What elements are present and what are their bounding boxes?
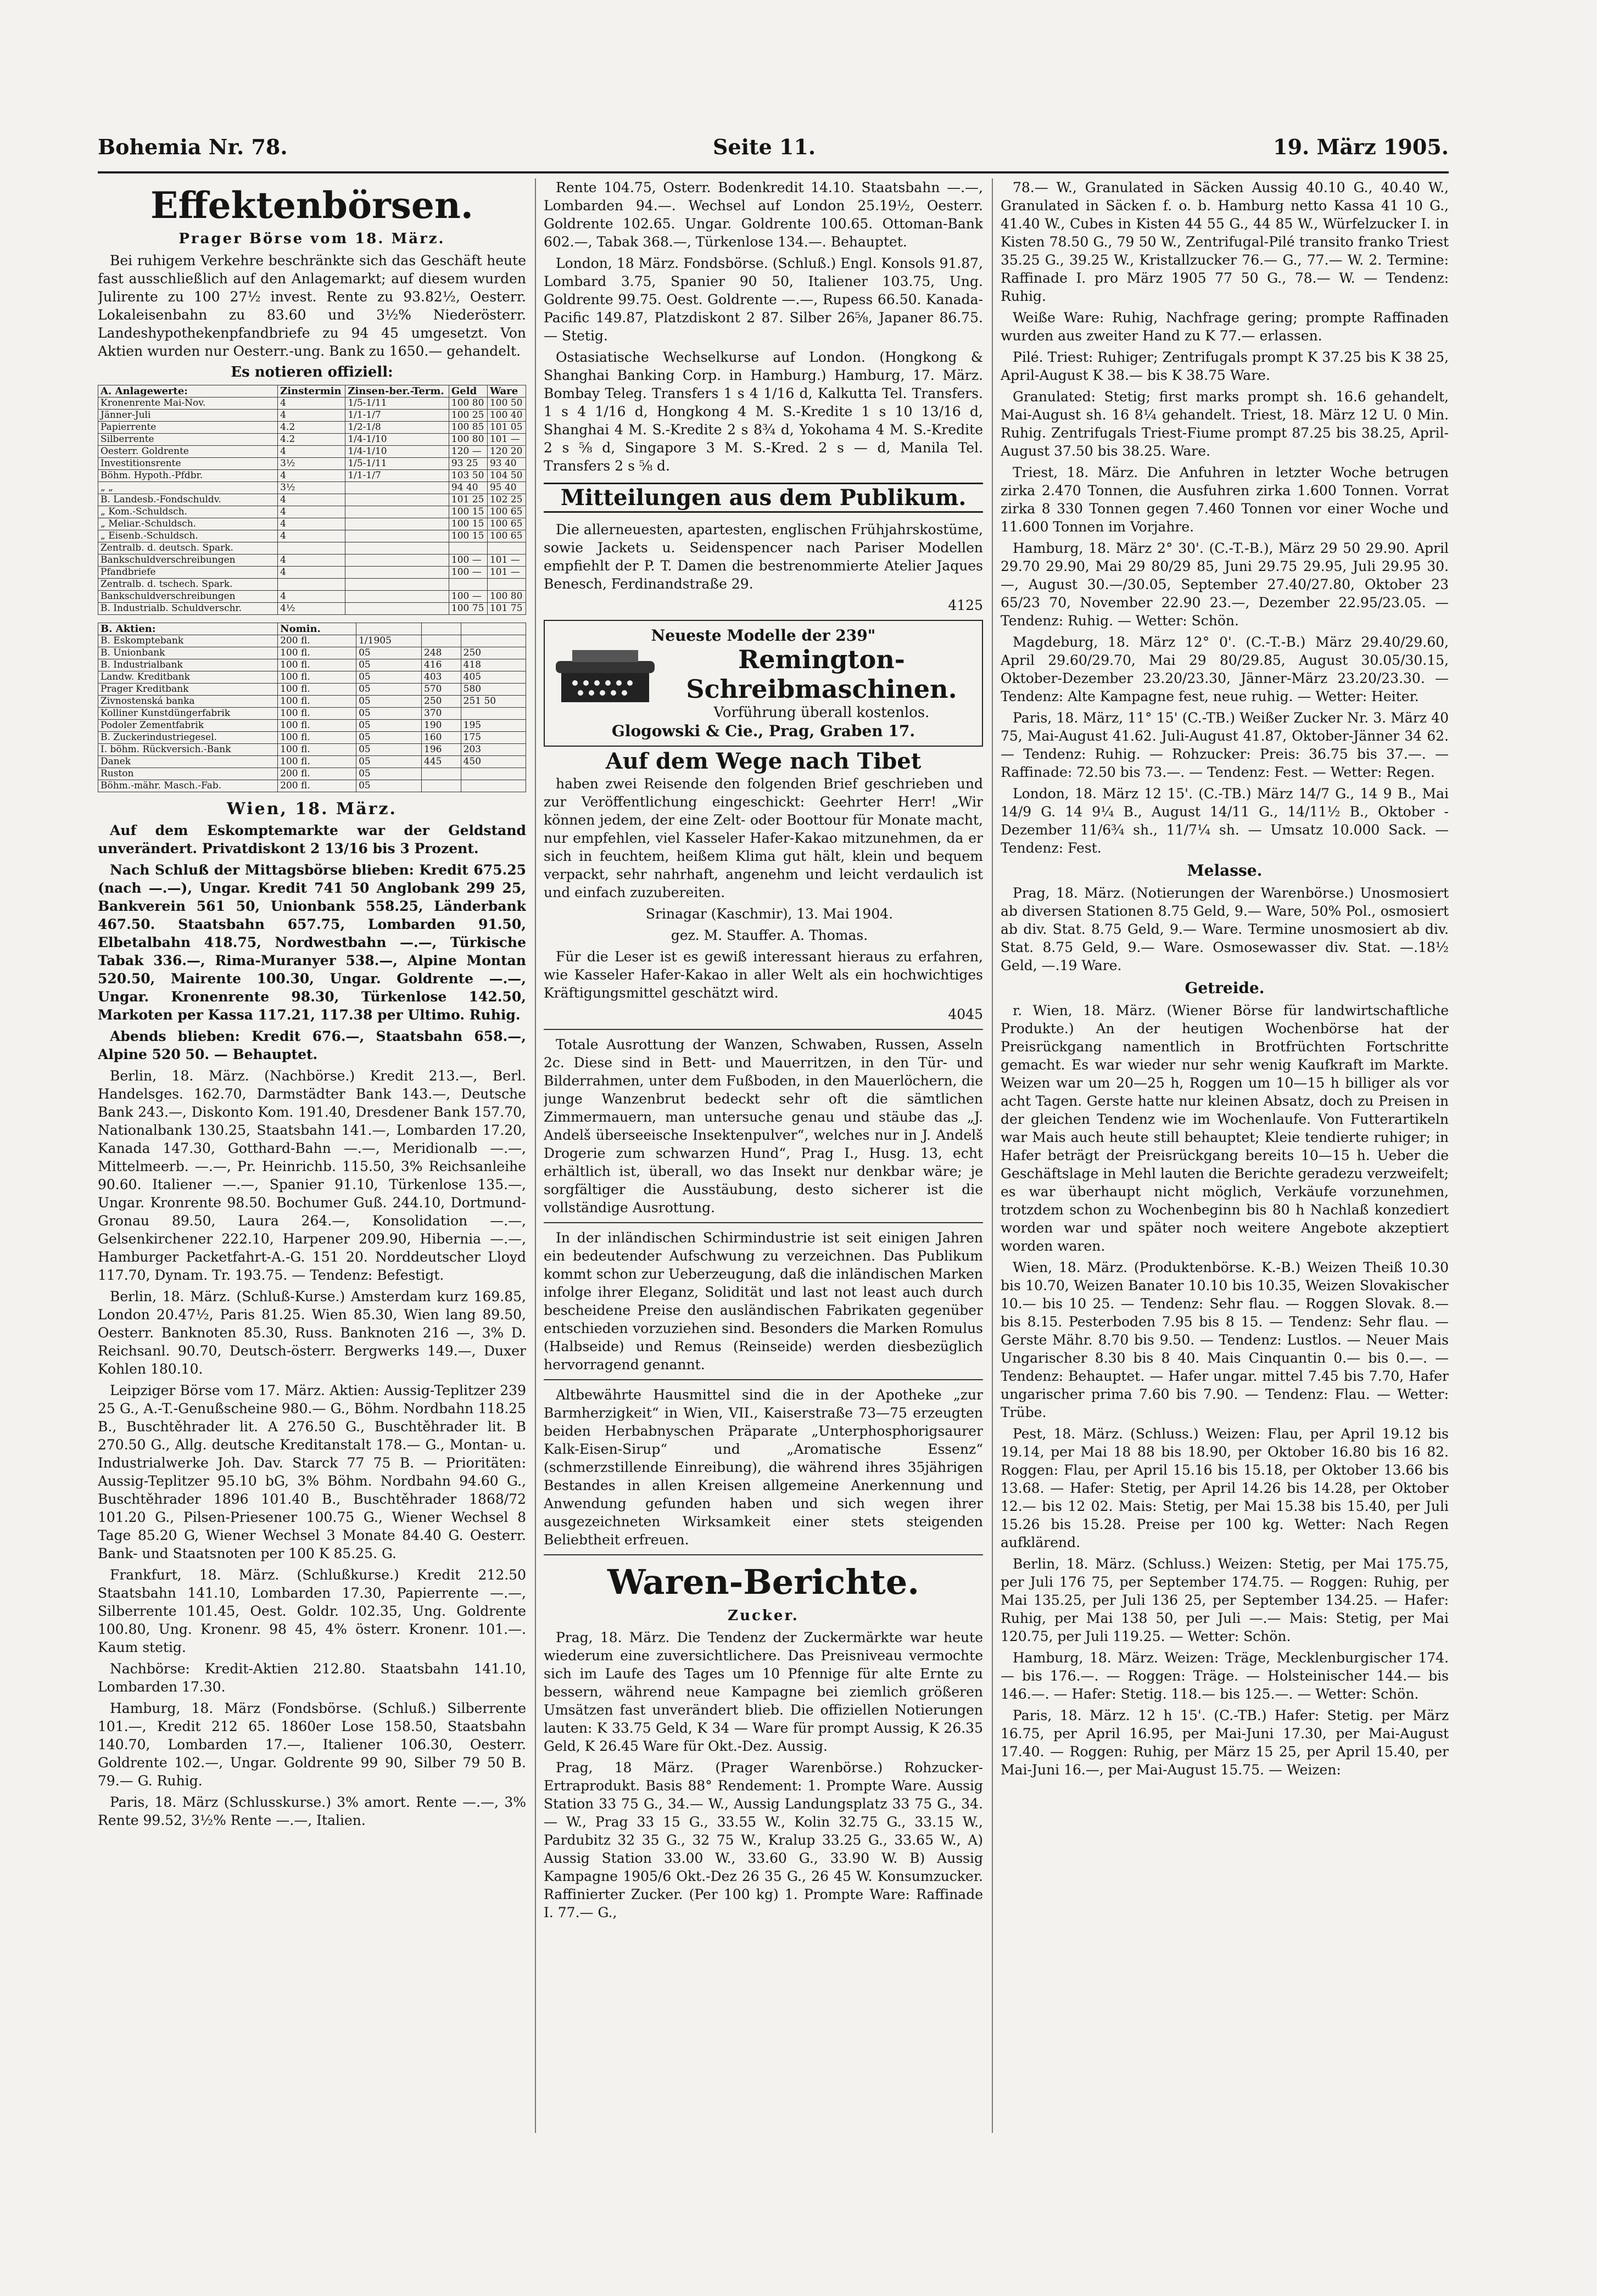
prag-report: Bei ruhigem Verkehre beschränkte sich das Geschäft heute fast ausschließlich auf den Anlagemarkt; auf diesem wurden Julirente zu 100 27½ invest. Rente zu 93.82½, Oesterr. Lokaleisenbahn zu 83.60 und 3½% Niederösterr. Landeshypothekenpfandbriefe zu 94 45 umgesetzt. Von Aktien wurden nur Oesterr.-ung. Bank zu 1650.— gehandelt. [98,253,526,359]
tibet-headline: Auf dem Wege nach Tibet [605,748,922,774]
table-row [98,518,526,530]
berlin-nachboerse: Berlin, 18. März. (Nachbörse.) Kredit 213.—, Berl. Handelsges. 162.70, Darmstädter Bank 143.—, Deutsche Bank 243.—, Diskonto Kom. 191.40, Dresdener Bank 157.70, Nationalbank 130.25, Staatsbahn 141.—, Lombarden 17.20, Kanada 147.30, Gotthard-Bahn —.—, Meridionalb —.—, Mittelmeerb. —.—, Pr. Heinrichb. 115.50, 3% Reichsanleihe 90.60. Italiener —.—, Spanier 91.10, Türkenlose 135.—, Ungar. Kronrente 98.50. Bochumer Guß. 244.10, Dortmund-Gronau 89.50, Laura 264.—, Konsolidation —.—, Gelsenkirchener 222.10, Harpener 209.90, Hibernia —.—, Hamburger Packetfahrt-A.-G. 151 20. Norddeutscher Lloyd 117.70, Dynam. Tr. 193.75. — Tendenz: Befestigt. [98,1068,526,1283]
table-cell: 102 25 [487,494,526,506]
table-cell [345,579,449,591]
table-cell: 200 fl. [278,635,356,647]
table-cell: 1/5-1/11 [345,397,449,410]
table-cell [461,780,526,792]
separator [544,1554,983,1555]
table-cell: 4 [278,530,345,542]
table-row [98,542,526,555]
table-cell: 05 [356,671,422,684]
table-cell: 4 [278,555,345,567]
table-cell: 05 [356,732,422,744]
table-row [98,579,526,591]
table-cell: Jänner-Juli [98,410,278,422]
table-cell [345,518,449,530]
table-row [98,434,526,446]
table-row [98,720,526,732]
table-header-cell: Ware [487,385,526,397]
table-cell: 100 50 [487,397,526,410]
kurs-table-anlagewerte [98,385,526,615]
table-row [98,530,526,542]
notieren-line: Es notieren offiziell: [231,364,393,380]
table-header-cell: A. Anlagewerte: [98,385,278,397]
table-cell: Pfandbriefe [98,567,278,579]
pile-report: Pilé. Triest: Ruhiger; Zentrifugals prompt K 37.25 bis K 38 25, April-August K 38.— bis K 38.75 Ware. [1001,349,1449,383]
table-row [98,780,526,792]
table-cell: 4 [278,591,345,603]
leipzig-report: Leipziger Börse vom 17. März. Aktien: Aussig-Teplitzer 239 25 G., A.-T.-Genußscheine 980.— G., Böhm. Nordbahn 118.25 B., Buschtěhrader lit. A 276.50 G., Buschtěhrader lit. B 270.50 G., Allg. deutsche Kreditanstalt 178.— G., Montan- u. Industrialwerke Joh. Dav. Starck 77 75 B. — Prioritäten: Aussig-Teplitzer 95.10 bG, 3% Böhm. Nordbahn 94.60 G., Buschtěhrader 1896 101.40 B., Buschtěhrader 1868/72 101.20 G., Pilsen-Priesener 100.75 G., Wiener Wechsel 8 Tage 85.20 G, Wiener Wechsel 3 Monate 84.40 G. Oesterr. Bank- und Staatsnoten per 100 K 85.25. G. [98,1382,526,1561]
table-cell: Papierrente [98,422,278,434]
table-cell: 4 [278,506,345,518]
table-cell: I. böhm. Rückversich.-Bank [98,744,278,756]
ad-number: 4045 [948,1006,983,1022]
table-cell: 93 25 [449,458,487,470]
table-header-row [98,385,526,397]
table-row [98,684,526,696]
table-cell: 101 05 [487,422,526,434]
wien-report-2: Nach Schluß der Mittagsbörse blieben: Kredit 675.25 (nach —.—), Ungar. Kredit 741 50 Anglobank 299 25, Bankverein 561 50, Unionbank 558.25, Länderbank 467.50. Staatsbahn 657.75, Lombarden 91.50, Elbetalbahn 418.75, Nordwestbahn —.—, Türkische Tabak 336.—, Rima-Muranyer 538.—, Alpine Montan 520.50, Mairente 100.30, Ungar. Goldrente —.—, Ungar. Kronenrente 98.30, Türkenlose 142.50, Markoten per Kassa 117.21, 117.38 per Ultimo. Ruhig. [98,862,526,1023]
table-cell: 100 15 [449,530,487,542]
schirm-ad: In der inländischen Schirmindustrie ist seit einigen Jahren ein bedeutender Aufschwung zu verzeichnen. Das Publikum kommt schon zur Ueberzeugung, daß die inländischen Marken infolge ihrer Eleganz, Solidität und last not least auch durch bescheidene Preise den ausländischen Fabrikaten gegenüber entschieden vorzuziehen sind. Besonders die Marken Romulus (Halbseide) und Remus (Reinseide) werden diesbezüglich hervorragend genannt. [544,1230,983,1373]
table-cell [461,708,526,720]
table-cell: 100 75 [449,603,487,615]
table-cell: Investitionsrente [98,458,278,470]
table-cell: 100 15 [449,518,487,530]
frankfurt-report: Frankfurt, 18. März. (Schlußkurse.) Kredit 212.50 Staatsbahn 141.10, Lombarden 17.30, Papierrente —.—, Silberrente 101.45, Oest. Goldr. 102.35, Ung. Goldrente 100.80, Ung. Kronenr. 98 45, 4% österr. Kronenr. 101.—. Kaum stetig. [98,1567,526,1655]
getreide-report: r. Wien, 18. März. (Wiener Börse für landwirtschaftliche Produkte.) An der heutigen Wochenbörse hat der Preisrückgang namentlich in Brotfrüchten Fortschritte gemacht. Es war wieder nur sehr wenig Kaufkraft im Markte. Weizen war um 20—25 h, Roggen um 10—15 h billiger als vor acht Tagen. Gerste hatte nur kleinen Absatz, doch zu Preisen in der gleichen Tendenz wie im Wochenlaufe. Von Futterartikeln war Mais auch heute still behauptet; Kleie tendierte ruhiger; in Hafer beträgt der Preisrückgang bereits 10—15 h. Ueber die Geschäftslage in Mehl lauten die Berichte geradezu verzweifelt; es war überhaupt nicht möglich, Verkäufe vorzunehmen, trotzdem schon zu Wochenbeginn bis 80 h Nachlaß konzediert worden war und später noch weitere Angebote akzeptiert worden waren. [1001,1003,1449,1254]
paris-getreide: Paris, 18. März. 12 h 15'. (C.-TB.) Hafer: Stetig. per März 16.75, per April 16.95, per Mai-Juni 17.30, per Mai-August 17.40. — Roggen: Ruhig, per März 15 25, per April 15.40, per Mai-Juni 16.—, per Mai-August 15.75. — Weizen: [1001,1707,1449,1778]
pest-report: Pest, 18. März. (Schluss.) Weizen: Flau, per April 19.12 bis 19.14, per Mai 18 88 bis 18.90, per Oktober 16.80 bis 16 82. Roggen: Flau, per April 15.16 bis 15.18, per Oktober 13.66 bis 13.68. — Hafer: Stetig, per April 14.26 bis 14.28, per Oktober 12.— bis 12 02. Mais: Stetig, per Mai 15.38 bis 15.40, per Juli 15.26 bis 15.28. Preise per 100 kg. Wetter: Nach Regen aufklärend. [1001,1426,1449,1550]
table-cell: 1/2-1/8 [345,422,449,434]
table-row [98,410,526,422]
table-cell: 100 65 [487,506,526,518]
table-cell: 450 [461,756,526,768]
prag-subhead: Prager Börse vom 18. März. [178,231,445,247]
table-cell: 100 fl. [278,744,356,756]
table-cell: Bankschuldverschreibungen [98,591,278,603]
table-header-cell: Zinsen-ber.-Term. [345,385,449,397]
berlin-getreide: Berlin, 18. März. (Schluss.) Weizen: Stetig, per Mai 175.75, per Juli 176 75, per September 174.75. — Roggen: Ruhig, per Mai 135.25, per Juli 136 25, per September 134.25. — Hafer: Ruhig, per Mai 138 50, per Juli —.— Mais: Stetig, per Mai 120.75, per Juli 119.25. — Wetter: Schön. [1001,1556,1449,1644]
table-cell: B. Landesb.-Fondschuldv. [98,494,278,506]
table-cell: 104 50 [487,470,526,482]
table-cell [345,494,449,506]
table-row [98,696,526,708]
wien-report-1: Auf dem Eskomptemarkte war der Geldstand unverändert. Privatdiskont 2 13/16 bis 3 Prozent. [98,822,526,856]
remington-ad [544,620,983,747]
kurs-table-aktien [98,623,526,792]
table-cell: 103 50 [449,470,487,482]
table-row [98,647,526,659]
typewriter-icon [550,645,660,710]
table-header-cell: Zinstermin [278,385,345,397]
table-cell: 100 40 [487,410,526,422]
table-cell: 101 — [487,567,526,579]
table-row [98,555,526,567]
table-cell: 101 — [487,555,526,567]
table-cell: Zentralb. d. tschech. Spark. [98,579,278,591]
table-cell [449,542,487,555]
table-row [98,422,526,434]
table-cell: 580 [461,684,526,696]
london-report: London, 18 März. Fondsbörse. (Schluß.) Engl. Konsols 91.87, Lombard 3.75, Spanier 90 50, Italiener 103.75, Ung. Goldrente 99.75. Oest. Goldrente —.—, Rupess 66.50. Kanada-Pacific 149.87, Platzdiskont 2 87. Silber 26⅝, Japaner 86.75. — Stetig. [544,255,983,344]
table-cell: 3½ [278,458,345,470]
wanzen-ad: Totale Ausrottung der Wanzen, Schwaben, Russen, Asseln 2c. Diese sind in Bett- und Mauerritzen, in den Tür- und Bilderrahmen, unter dem Fußboden, in den Mauerlöchern, die junge Wanzenbrut bedeckt sehr oft die sämtlichen Zimmermauern, man untersuche genau und stäube das „J. Andelš überseeische Insektenpulver“, welches nur in J. Andelš Drogerie zum schwarzen Hund“, Prag I., Husg. 13, echt erhältlich ist, überall, wo das Insekt nur denkbar wäre; je sorgfältiger die Ausstäubung, desto sicherer ist die vollständige Ausrottung. [544,1037,983,1216]
mitteilungen-banner: Mitteilungen aus dem Publikum. [544,483,983,513]
rente-report: Rente 104.75, Osterr. Bodenkredit 14.10. Staatsbahn —.—, Lombarden 94.—. Wechsel auf London 25.19½, Oesterr. Goldrente 102.65. Ungar. Goldrente 100.65. Ottoman-Bank 602.—, Tabak 368.—, Türkenlose 134.—. Behauptet. [544,180,983,250]
table-cell: 1/5-1/11 [345,458,449,470]
wien-produkten: Wien, 18. März. (Produktenbörse. K.-B.) Weizen Theiß 10.30 bis 10.70, Weizen Banater 10.10 bis 10.35, Weizen Slovakischer 10.— bis 10 25. — Tendenz: Sehr flau. — Roggen Slovak. 8.— bis 8.15. Pesterboden 7.95 bis 8 15. — Tendenz: Sehr flau. — Gerste Mähr. 8.70 bis 9.50. — Tendenz: Lustlos. — Neuer Mais Ungarischer 8.30 bis 8 40. Mais Cinquantin 0.— bis 0.—. — Tendenz: Behauptet. — Hafer ungar. mittel 7.45 bis 7.70, Hafer ungarischer prima 7.60 bis 7.90. — Tendenz: Flau. — Wetter: Trübe. [1001,1259,1449,1420]
paris-zucker: Paris, 18. März, 11° 15' (C.-TB.) Weißer Zucker Nr. 3. März 40 75, Mai-August 41.62. Juli-August 41.87, Oktober-Jänner 34 62. — Tendenz: Ruhig. — Rohzucker: Preis: 36.75 bis 37.—. — Raffinade: 72.50 bis 73.—. — Tendenz: Fest. — Wetter: Regen. [1001,710,1449,780]
table-cell: 250 [461,647,526,659]
remington-ad-address: Glogowski & Cie., Prag, Graben 17. [611,722,915,740]
table-cell: „ Eisenb.-Schuldsch. [98,530,278,542]
table-cell: 100 fl. [278,708,356,720]
remington-ad-sub: Vorführung überall kostenlos. [713,704,930,721]
table-cell: 05 [356,659,422,671]
column-divider [535,178,536,2133]
table-cell: 101 — [487,434,526,446]
wien-subhead: Wien, 18. März. [227,799,397,819]
table-header-cell: Nomin. [278,623,356,635]
table-header-cell [356,623,422,635]
table-cell: 4 [278,470,345,482]
triest-report: Triest, 18. März. Die Anfuhren in letzter Woche betrugen zirka 2.470 Tonnen, die Ausfuhren zirka 1.600 Tonnen. Vorrat zirka 8 330 Tonnen gegen 7.460 Tonnen vor einer Woche und 11.600 Tonnen im Vorjahre. [1001,464,1449,535]
table-row [98,635,526,647]
table-cell: 120 — [449,446,487,458]
hamburg-getreide: Hamburg, 18. März. Weizen: Träge, Mecklenburgischer 174.— bis 176.—. — Roggen: Träge. — Holsteinischer 144.— bis 146.—. — Hafer: Stetig. 118.— bis 125.—. — Wetter: Schön. [1001,1650,1449,1702]
table-cell: 95 40 [487,482,526,494]
table-cell [345,591,449,603]
table-cell: 200 fl. [278,780,356,792]
table-cell: 1/1-1/7 [345,410,449,422]
table-cell [278,579,345,591]
table-cell: „ Meliar.-Schuldsch. [98,518,278,530]
table-cell: 100 fl. [278,756,356,768]
weisse-ware: Weiße Ware: Ruhig, Nachfrage gering; prompte Raffinaden wurden aus zweiter Hand zu K 77.— erlassen. [1001,310,1449,344]
table-cell: Podoler Zementfabrik [98,720,278,732]
table-cell: Silberrente [98,434,278,446]
table-cell: 100 fl. [278,696,356,708]
table-cell: B. Industrialb. Schuldverschr. [98,603,278,615]
table-cell [345,530,449,542]
table-cell: 1/4-1/10 [345,446,449,458]
table-cell: 101 25 [449,494,487,506]
zucker-report-2: Prag, 18 März. (Prager Warenbörse.) Rohzucker-Ertraprodukt. Basis 88° Rendement: 1. Prompte Ware. Aussig Station 33 75 G., 34.— W., Aussig Landungsplatz 33 75 G., 34.— W., Prag 33 15 G., 33.55 W., Kolin 32.75 G., 33.15 W., Pardubitz 32 35 G., 32 75 W., Kralup 33.25 G., 33.65 W., A) Aussig Station 33.00 W., 33.60 G., 33.90 W. B) Aussig Kampagne 1905/6 Okt.-Dez 26 35 G., 26 45 W. Konsumzucker. Raffinierter Zucker. (Per 100 kg) 1. Prompte Ware: Raffinade I. 77.— G., [544,1760,983,1920]
table-row [98,482,526,494]
table-cell: 418 [461,659,526,671]
table-cell: 251 50 [461,696,526,708]
table-row [98,506,526,518]
table-cell: 416 [422,659,461,671]
table-cell: 100 80 [487,591,526,603]
table-cell: 4½ [278,603,345,615]
page-header [98,135,1449,167]
table-cell: 3½ [278,482,345,494]
table-cell: Oesterr. Goldrente [98,446,278,458]
column-2 [544,178,983,2133]
table-cell: 05 [356,744,422,756]
table-cell: Bankschuldverschreibungen [98,555,278,567]
hausmittel-ad: Altbewährte Hausmittel sind die in der Apotheke „zur Barmherzigkeit“ in Wien, VII., Kaiserstraße 73—75 erzeugten beiden Herbabnyschen Präparate „Unterphosphorigsaurer Kalk-Eisen-Sirup“ und „Aromatische Essenz“ (schmerzstillende Einreibung), die während ihres 35jährigen Bestandes in allen Kreisen allgemeine Anerkennung und Anwendung gefunden haben und sich wegen ihrer ausgezeichneten Wirksamkeit einer stets steigenden Beliebtheit erfreuen. [544,1387,983,1548]
table-cell: 93 40 [487,458,526,470]
table-cell: 100 25 [449,410,487,422]
table-cell: 1/1-1/7 [345,470,449,482]
table-cell: 4.2 [278,434,345,446]
separator [544,1379,983,1380]
table-row [98,397,526,410]
table-cell: 100 65 [487,530,526,542]
table-cell [422,635,461,647]
table-row [98,470,526,482]
table-row [98,603,526,615]
table-cell: 05 [356,768,422,780]
separator [544,1029,983,1030]
table-cell: 200 fl. [278,768,356,780]
zucker-report-1: Prag, 18. März. Die Tendenz der Zuckermärkte war heute wiederum eine zuversichtlichere. Das Preisniveau vermochte sich im Laufe des Tages um 10 Pfennige für alte Ernte zu bessern, während neue Kampagne bei ziemlich größeren Umsätzen fast unverändert blieb. Die offiziellen Notierungen lauten: K 33.75 Geld, K 34 — Ware für prompt Aussig, K 26.35 Geld, K 26.45 Ware für Okt.-Dez. Aussig. [544,1629,983,1754]
table-cell [345,555,449,567]
melasse-report: Prag, 18. März. (Notierungen der Warenbörse.) Unosmosiert ab diversen Stationen 8.75 Geld, 9.— Ware, 50% Pol., osmosiert ab div. Stat. 8.75 Geld, 9.— Ware. Termine unosmosiert ab div. Stat. 8.75 Geld, 9.— Ware. Osmosewasser div. Stat. —.18½ Geld, —.19 Ware. [1001,885,1449,973]
table-cell: 4 [278,567,345,579]
table-cell: 100 fl. [278,659,356,671]
table-row [98,744,526,756]
table-cell [345,506,449,518]
column-3 [1001,178,1449,2133]
table-header-cell: B. Aktien: [98,623,278,635]
table-row [98,494,526,506]
table-cell: B. Industrialbank [98,659,278,671]
table-cell: 100 fl. [278,647,356,659]
hamburg-report: Hamburg, 18. März (Fondsbörse. (Schluß.) Silberrente 101.—, Kredit 212 65. 1860er Lose 158.50, Staatsbahn 140.70, Lombarden 17.—, Italiener 106.30, Oesterr. Goldrente 102.—, Ungar. Goldrente 99 90, Silber 79 50 B. 79.— G. Ruhig. [98,1700,526,1789]
table-row [98,659,526,671]
nachboerse-report: Nachbörse: Kredit-Aktien 212.80. Staatsbahn 141.10, Lombarden 17.30. [98,1661,526,1695]
london-zucker: London, 18. März 12 15'. (C.-TB.) März 14/7 G., 14 9 B., Mai 14/9 G. 14 9¼ B., August 14/11 G., 14/11½ B., Oktober - Dezember 11/6¾ sh., 11/7¼ sh. — Umsatz 10.000 Sack. — Tendenz: Fest. [1001,786,1449,856]
table-cell: 175 [461,732,526,744]
table-row [98,708,526,720]
remington-ad-title: Remington-Schreibmaschinen. [686,645,957,704]
table-cell: 05 [356,708,422,720]
separator [544,1222,983,1223]
masthead-issue: Bohemia Nr. 78. [98,135,288,159]
table-cell: Zentralb. d. deutsch. Spark. [98,542,278,555]
tibet-signature: gez. M. Stauffer. A. Thomas. [671,927,868,943]
table-cell: 05 [356,647,422,659]
table-cell [422,780,461,792]
melasse-subhead: Melasse. [1187,861,1263,880]
table-cell [345,542,449,555]
table-cell: 100 80 [449,397,487,410]
table-cell: Böhm.-mähr. Masch.-Fab. [98,780,278,792]
ostasien-report: Ostasiatische Wechselkurse auf London. (Hongkong & Shanghai Banking Corp. in Hamburg.) Hamburg, 17. März. Bombay Teleg. Transfers 1 s 4 1/16 d, Kalkutta Tel. Transfers. 1 s 4 1/16 d, Hongkong 4 M. S.-Kredite 1 s 10 13/16 d, Shanghai 4 M. S.-Kredite 2 s 8¾ d, Yokohama 4 M. S.-Kredite 2 s ⅝ d, Singapore 3 M. S.-Kred. 2 s — d, Manila Tel. Transfers 2 s ⅝ d. [544,349,983,474]
column-divider [992,178,993,2133]
table-cell: 100 — [449,567,487,579]
table-cell: 100 15 [449,506,487,518]
zucker-continued: 78.— W., Granulated in Säcken Aussig 40.10 G., 40.40 W., Granulated in Säcken f. o. b. Hamburg netto Kassa 41 10 G., 41.40 W., Cubes in Kisten 44 55 G., 44 85 W., Würfelzucker I. in Kisten 78.50 G., 79 50 W., Zentrifugal-Pilé transito franko Triest 35.25 G., 39.25 W., Kristallzucker 76.— G., 77.— W. 2. Termine: Raffinade I. pro März 1905 77 50 G., 78.— W. — Tendenz: Ruhig. [1001,180,1449,304]
table-cell: 445 [422,756,461,768]
table-cell [487,542,526,555]
table-cell [345,567,449,579]
table-cell: 203 [461,744,526,756]
table-row [98,671,526,684]
table-cell: Kronenrente Mai-Nov. [98,397,278,410]
table-cell: 190 [422,720,461,732]
table-cell: Danek [98,756,278,768]
column-1 [98,178,526,2133]
table-cell: 100 85 [449,422,487,434]
table-cell: „ Kom.-Schuldsch. [98,506,278,518]
table-cell: Böhm. Hypoth.-Pfdbr. [98,470,278,482]
table-cell: 05 [356,684,422,696]
table-cell: 250 [422,696,461,708]
table-cell: 100 fl. [278,684,356,696]
fruehjahr-ad: Die allerneuesten, apartesten, englischen Frühjahrskostüme, sowie Jackets u. Seidenspencer nach Pariser Modellen empfiehlt der P. T. Damen die bestrenommierte Atelier Jaques Benesch, Ferdinandstraße 29. [544,522,983,592]
table-cell: 403 [422,671,461,684]
wien-report-3: Abends blieben: Kredit 676.—, Staatsbahn 658.—, Alpine 520 50. — Behauptet. [98,1028,526,1062]
table-cell: 05 [356,756,422,768]
table-cell: 05 [356,720,422,732]
table-cell: 100 fl. [278,671,356,684]
table-cell: 4.2 [278,422,345,434]
section-title-effektenboersen: Effektenbörsen. [150,184,473,227]
table-cell [487,579,526,591]
table-cell: 100 80 [449,434,487,446]
table-row [98,458,526,470]
table-cell: Ruston [98,768,278,780]
table-row [98,446,526,458]
tibet-text: haben zwei Reisende den folgenden Brief geschrieben und zur Veröffentlichung eingeschickt: Geehrter Herr! „Wir können jedem, der eine Zelt- oder Boottour für Monate macht, nur empfehlen, viel Kasseler Hafer-Kakao mitzunehmen, da er sich in feuchtem, heißem Klima gut hält, klein und bequem verpackt, sehr nahrhaft, angenehm und leicht verdaulich ist und einfach zuzubereiten. [544,776,983,900]
table-cell: 100 fl. [278,720,356,732]
table-cell: 405 [461,671,526,684]
granulated-report: Granulated: Stetig; first marks prompt sh. 16.6 gehandelt, Mai-August sh. 16 8¼ gehandelt. Triest, 18. März 12 U. 0 Min. Ruhig. Zentrifugals Triest-Fiume prompt 87.25 bis 38.25, April-August 37.50 bis 38.25. Ware. [1001,389,1449,459]
table-cell: 195 [461,720,526,732]
table-cell [461,768,526,780]
tibet-text-2: Für die Leser ist es gewiß interessant hieraus zu erfahren, wie Kasseler Hafer-Kakao in aller Welt als ein hochwichtiges Kräftigungsmittel geschätzt wird. [544,949,983,1001]
table-cell [422,768,461,780]
table-header-cell: Geld [449,385,487,397]
table-cell: 100 65 [487,518,526,530]
magdeburg-report: Magdeburg, 18. März 12° 0'. (C.-T.-B.) März 29.40/29.60, April 29.60/29.70, Mai 29 80/29.85, August 30.05/30.15, Oktober-Dezember 23.20/23.30, Jänner-März 23.20/23.30. — Tendenz: Alte Kampagne fest, neue ruhig. — Wetter: Heiter. [1001,634,1449,704]
table-cell: B. Unionbank [98,647,278,659]
table-cell: 4 [278,518,345,530]
table-cell: 100 — [449,555,487,567]
paris-report: Paris, 18. März (Schlusskurse.) 3% amort. Rente —.—, 3% Rente 99.52, 3½% Rente —.—, Italien. [98,1794,526,1828]
table-cell [345,482,449,494]
table-cell: 160 [422,732,461,744]
table-cell: 570 [422,684,461,696]
remington-ad-head: Neueste Modelle der 239" [651,626,876,645]
table-cell: 370 [422,708,461,720]
table-row [98,567,526,579]
table-row [98,591,526,603]
zucker-subhead: Zucker. [728,1608,799,1624]
table-cell: 196 [422,744,461,756]
table-cell: 101 75 [487,603,526,615]
table-header-cell [422,623,461,635]
table-cell: 100 fl. [278,732,356,744]
table-cell: 4 [278,410,345,422]
table-cell: Zivnostenská banka [98,696,278,708]
table-row [98,732,526,744]
table-cell: Prager Kreditbank [98,684,278,696]
table-cell: Landw. Kreditbank [98,671,278,684]
table-cell: B. Eskomptebank [98,635,278,647]
table-header-row [98,623,526,635]
page-date: 19. März 1905. [1273,135,1449,159]
table-row [98,768,526,780]
hamburg-zucker: Hamburg, 18. März 2° 30'. (C.-T.-B.), März 29 50 29.90. April 29.70 29.90, Mai 29 80/29 85, Juni 29.75 29.95, Juli 29.95 30.—, August 30.—/30.05, September 27.40/27.80, Oktober 23 65/23 70, November 22.90 23.—, Dezember 22.95/23.05. — Tendenz: Ruhig. — Wetter: Schön. [1001,540,1449,629]
table-cell: „ „ [98,482,278,494]
page-number: Seite 11. [713,135,816,159]
table-cell: 1/4-1/10 [345,434,449,446]
table-cell: 05 [356,780,422,792]
ad-number: 4125 [948,597,983,613]
table-cell [278,542,345,555]
table-cell: 05 [356,696,422,708]
table-cell [345,603,449,615]
table-cell: 120 20 [487,446,526,458]
table-header-cell [461,623,526,635]
table-cell: 100 — [449,591,487,603]
table-row [98,756,526,768]
getreide-subhead: Getreide. [1185,979,1265,997]
table-cell: 248 [422,647,461,659]
table-cell: 94 40 [449,482,487,494]
table-cell [461,635,526,647]
table-cell: 4 [278,446,345,458]
table-cell: 4 [278,494,345,506]
berlin-schlusskurse: Berlin, 18. März. (Schluß-Kurse.) Amsterdam kurz 169.85, London 20.47½, Paris 81.25. Wien 85.30, Wien lang 89.50, Oesterr. Banknoten 85.30, Russ. Banknoten 216 —, 3% D. Reichsanl. 90.70, Deutsch-österr. Bergwerks 149.—, Duxer Kohlen 180.10. [98,1289,526,1377]
table-cell: B. Zuckerindustriegesel. [98,732,278,744]
section-title-warenberichte: Waren-Berichte. [607,1562,919,1602]
header-rule [98,171,1449,173]
table-cell: 4 [278,397,345,410]
tibet-place: Srinagar (Kaschmir), 13. Mai 1904. [645,906,894,922]
table-cell: 1/1905 [356,635,422,647]
table-cell: Kolliner Kunstdüngerfabrik [98,708,278,720]
table-cell [449,579,487,591]
